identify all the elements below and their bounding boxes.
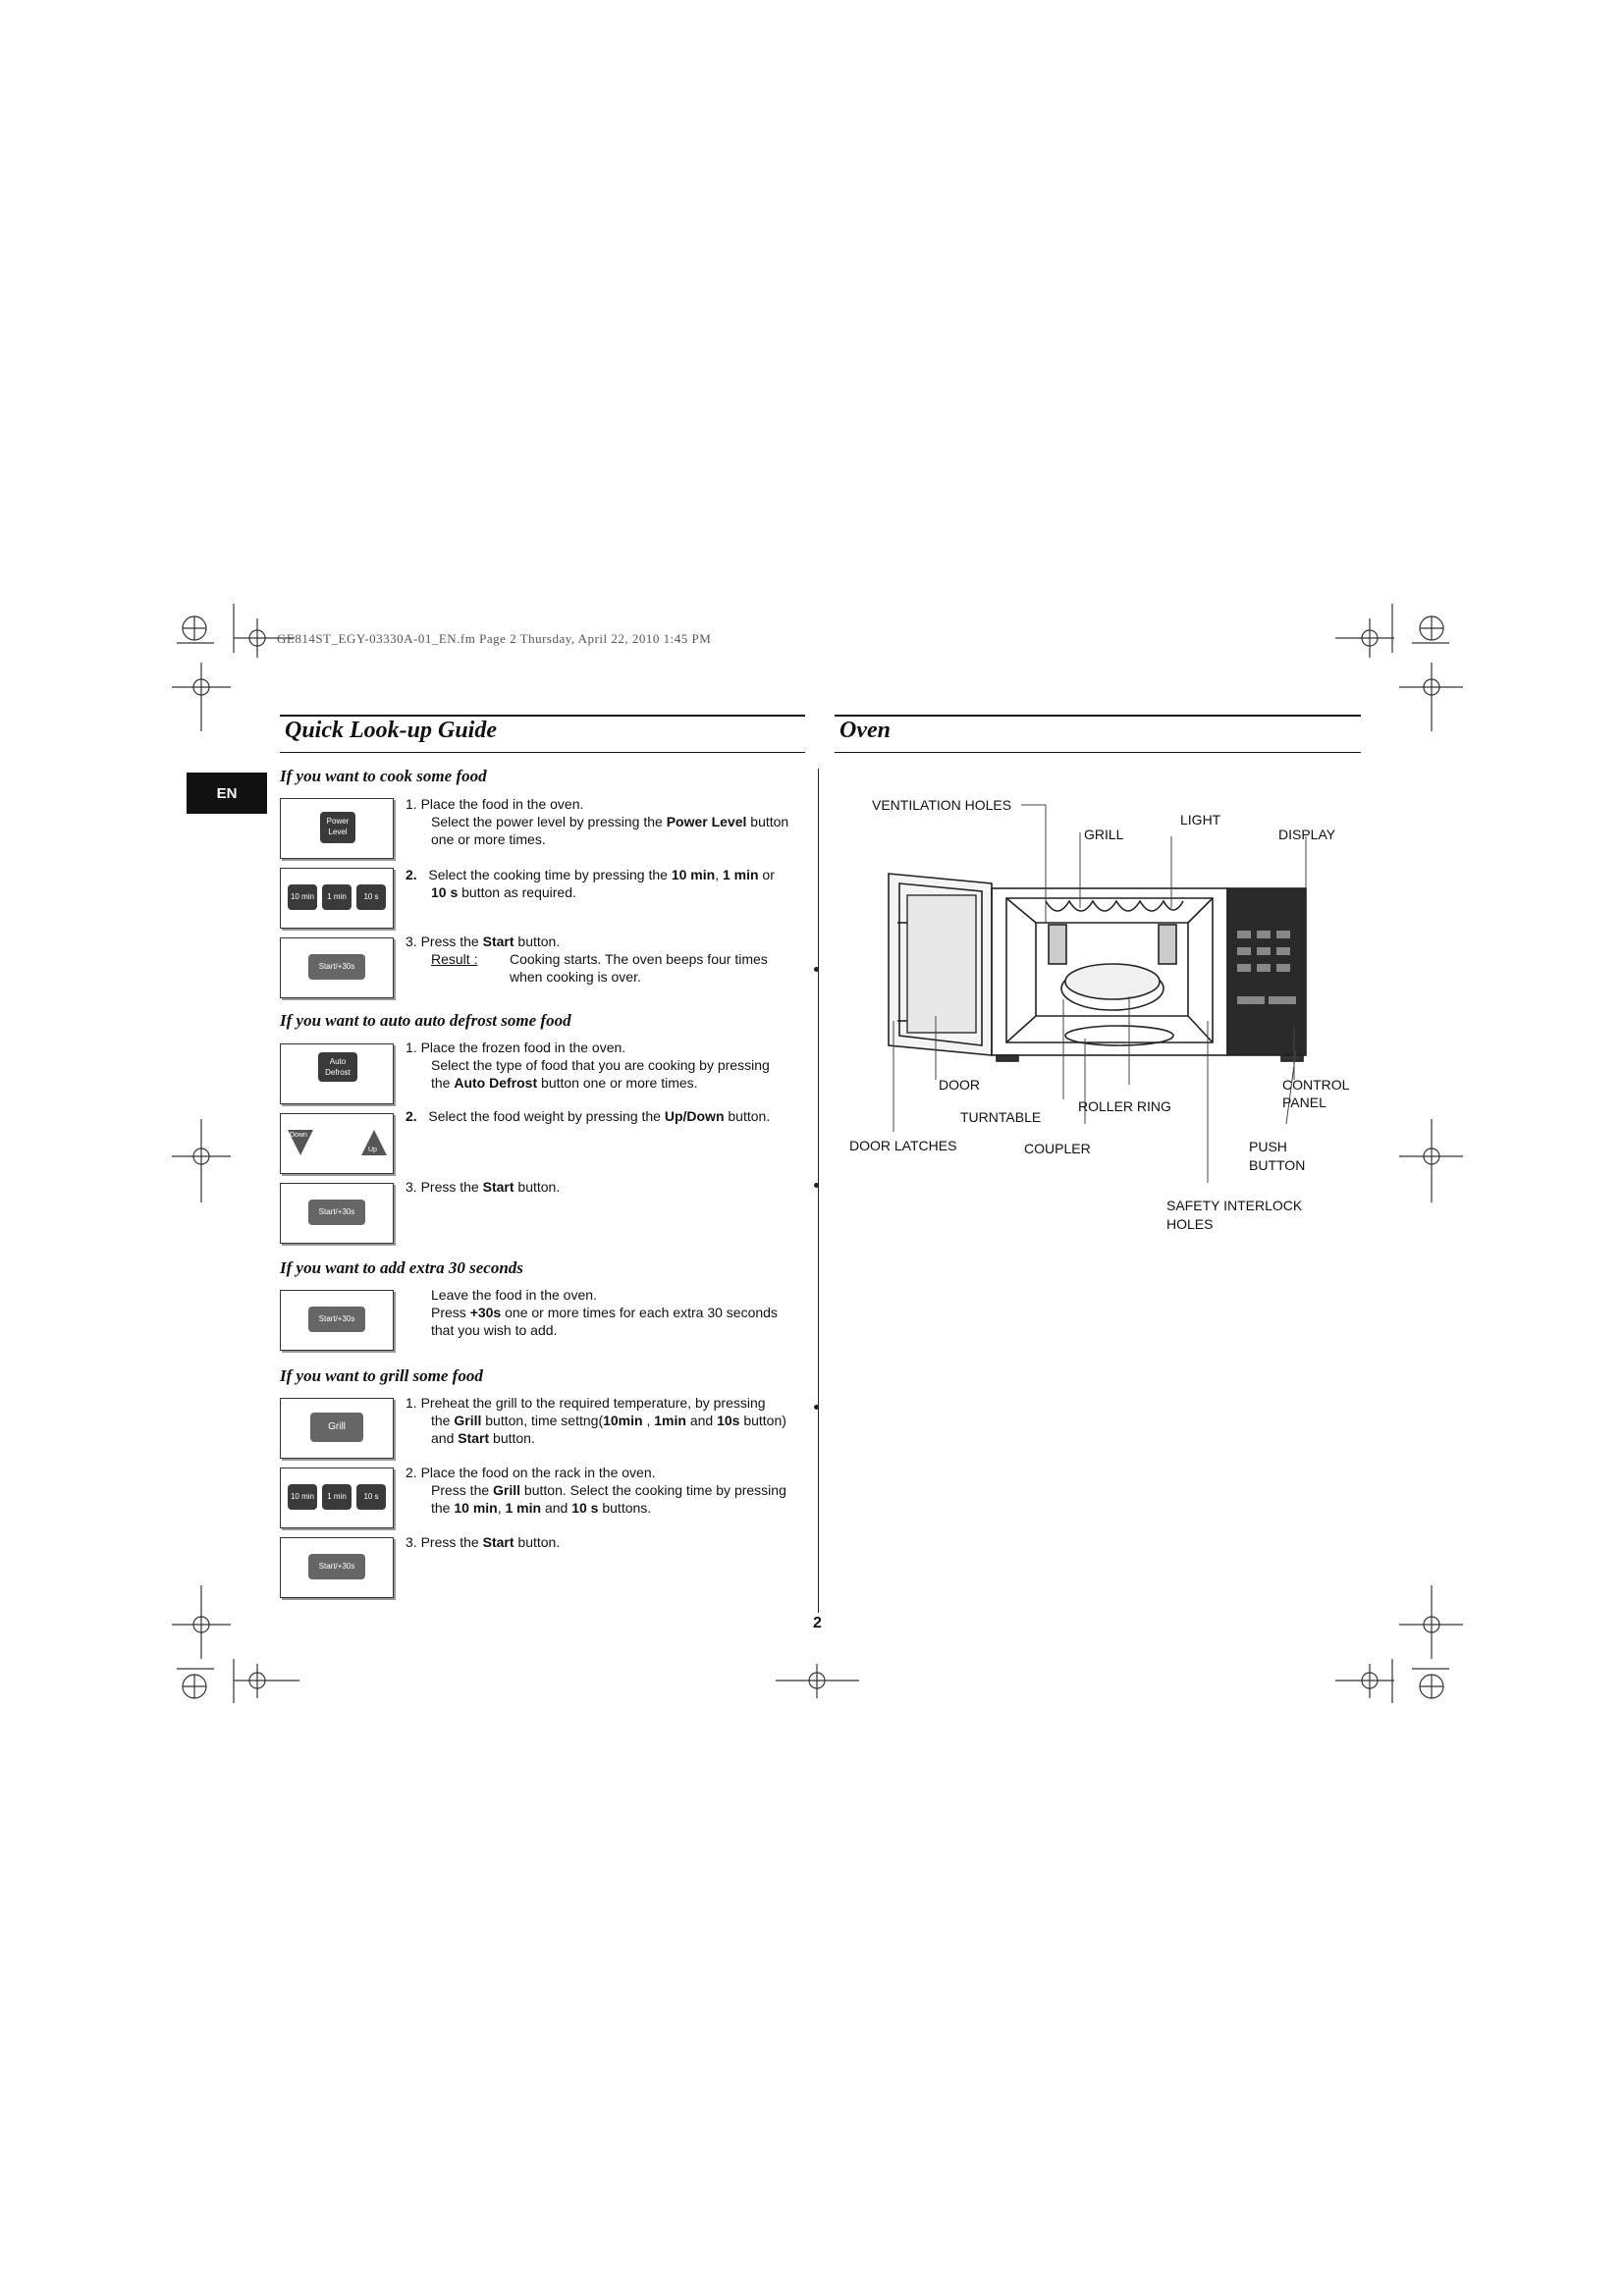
start-pad: Start/+30s: [308, 1200, 365, 1225]
language-tab: EN: [187, 773, 267, 814]
start-thumbnail: [280, 937, 394, 998]
page-number: 2: [813, 1615, 822, 1631]
auto-defrost-thumbnail: [280, 1043, 394, 1104]
defrost-step-3: 3. Press the Start button.: [406, 1179, 561, 1195]
power-level-thumbnail: [280, 798, 394, 859]
label-roller-ring: ROLLER RING: [1078, 1098, 1171, 1114]
label-push: PUSH: [1249, 1139, 1287, 1154]
time-buttons-thumbnail: [280, 1468, 394, 1528]
file-header-line: GE814ST_EGY-03330A-01_EN.fm Page 2 Thursday, April 22, 2010 1:45 PM: [277, 631, 712, 646]
start-pad: Start/+30s: [308, 954, 365, 980]
grill-pad: Grill: [310, 1413, 363, 1442]
right-title-rule-bottom: [835, 752, 1361, 753]
grill-step-1: 1. Preheat the grill to the required temperature, by pressing the Grill button, time settng(10min , 1min and 10s button) and Start button.: [406, 1395, 786, 1446]
extra-30-text: Leave the food in the oven. Press +30s one or more times for each extra 30 seconds that you wish to add.: [431, 1287, 778, 1338]
start-thumbnail: [280, 1183, 394, 1244]
label-button: BUTTON: [1249, 1157, 1306, 1173]
oven-diagram: [835, 785, 1365, 1247]
start-thumbnail: [280, 1290, 394, 1351]
label-door: DOOR: [939, 1077, 980, 1093]
grill-step-3: 3. Press the Start button.: [406, 1534, 561, 1550]
one-min-pad: 1 min: [322, 884, 352, 910]
ten-s-pad: 10 s: [356, 1484, 386, 1510]
label-display: DISPLAY: [1278, 827, 1336, 842]
ten-min-pad: 10 min: [288, 1484, 317, 1510]
section-heading-defrost: If you want to auto auto defrost some food: [280, 1011, 571, 1030]
label-safety-interlock: SAFETY INTERLOCK: [1166, 1198, 1303, 1213]
label-coupler: COUPLER: [1024, 1141, 1091, 1156]
label-ventilation-holes: VENTILATION HOLES: [872, 797, 1012, 813]
label-light: LIGHT: [1180, 812, 1221, 828]
left-title-rule-top: [280, 715, 805, 717]
section-heading-extra-30: If you want to add extra 30 seconds: [280, 1258, 523, 1277]
up-down-thumbnail: [280, 1113, 394, 1174]
ten-s-pad: 10 s: [356, 884, 386, 910]
column-divider: [818, 769, 819, 1613]
label-grill: GRILL: [1084, 827, 1124, 842]
one-min-pad: 1 min: [322, 1484, 352, 1510]
label-control: CONTROL: [1282, 1077, 1350, 1093]
right-title-rule-top: [835, 715, 1361, 717]
divider-dot: [814, 1183, 819, 1188]
label-door-latches: DOOR LATCHES: [849, 1138, 957, 1153]
defrost-step-1: 1. Place the frozen food in the oven. Select the type of food that you are cooking by pressing the Auto Defrost button one or more times.: [406, 1040, 770, 1091]
label-panel: PANEL: [1282, 1095, 1326, 1110]
label-holes: HOLES: [1166, 1216, 1214, 1232]
ten-min-pad: 10 min: [288, 884, 317, 910]
page-title-quick-guide: Quick Look-up Guide: [285, 718, 497, 743]
start-pad: Start/+30s: [308, 1307, 365, 1332]
label-turntable: TURNTABLE: [960, 1109, 1042, 1125]
grill-thumbnail: [280, 1398, 394, 1459]
defrost-step-2: 2. Select the food weight by pressing the Up/Down button.: [406, 1108, 771, 1124]
power-level-pad: Power Level: [320, 812, 355, 843]
section-heading-grill: If you want to grill some food: [280, 1366, 483, 1385]
grill-step-2: 2. Place the food on the rack in the oven. Press the Grill button. Select the cooking time by pressing the 10 min, 1 min and 10 s buttons.: [406, 1465, 786, 1516]
cook-step-1: 1. Place the food in the oven. Select the power level by pressing the Power Level button one or more times.: [406, 796, 789, 847]
up-label: Up: [368, 1147, 377, 1153]
time-buttons-thumbnail: [280, 868, 394, 929]
down-label: Down: [290, 1132, 307, 1139]
start-pad: Start/+30s: [308, 1554, 365, 1579]
divider-dot: [814, 967, 819, 972]
cook-step-3: 3. Press the Start button. Result : Cooking starts. The oven beeps four times when cooking is over.: [406, 934, 768, 985]
auto-defrost-pad: Auto Defrost: [318, 1052, 357, 1082]
section-heading-cook: If you want to cook some food: [280, 767, 487, 785]
left-title-rule-bottom: [280, 752, 805, 753]
cook-step-2: 2. Select the cooking time by pressing the 10 min, 1 min or 10 s button as required.: [406, 867, 775, 900]
start-thumbnail: [280, 1537, 394, 1598]
page-title-oven: Oven: [839, 718, 891, 743]
